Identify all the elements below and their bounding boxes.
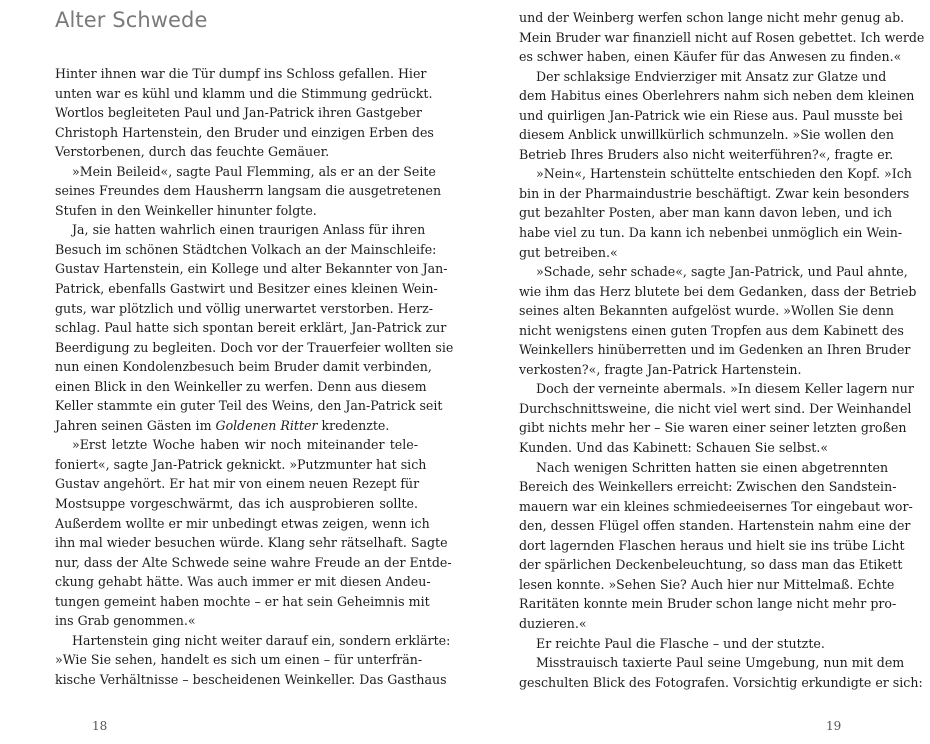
text-line: Gustav angehört. Er hat mir von einem neuen Rezept für (55, 476, 420, 492)
left-page-text (55, 64, 454, 690)
text-line: Mein Bruder war finanziell nicht auf Rosen gebettet. Ich werde (519, 29, 925, 45)
text-line: ckung gehabt hätte. Was auch immer er mit diesen Andeu- (55, 574, 431, 590)
text-line: Bereich des Weinkellers erreicht: Zwischen den Sandstein- (519, 479, 897, 495)
text-line: nur, dass der Alte Schwede seine wahre Freude an der Entde- (55, 554, 452, 570)
book-title-emphasis: Goldenen Ritter (215, 417, 318, 433)
text-line: gut bezahlter Posten, aber man kann davon leben, und ich (519, 205, 893, 221)
text-line: seines Freundes dem Hausherrn langsam die ausgetretenen (55, 183, 442, 199)
text-line: foniert«, sagte Jan-Patrick geknickt. »Putzmunter hat sich (55, 456, 427, 472)
text-line: seines alten Bekannten aufgelöst wurde. »Wollen Sie denn (519, 303, 895, 319)
text-line: Kunden. Und das Kabinett: Schauen Sie selbst.« (519, 440, 829, 456)
text-line: Christoph Hartenstein, den Bruder und einzigen Erben des (55, 124, 434, 140)
text-line: geschulten Blick des Fotografen. Vorsichtig erkundigte er sich: (519, 674, 923, 690)
text-line: dem Habitus eines Oberlehrers nahm sich neben dem kleinen (519, 88, 915, 104)
text-line: gut betreiben.« (519, 244, 618, 260)
text-line: »Nein«, Hartenstein schüttelte entschieden den Kopf. »Ich (536, 166, 912, 182)
text-line: Raritäten konnte mein Bruder schon lange nicht mehr pro- (519, 596, 897, 612)
text-line: Doch der verneinte abermals. »In diesem Keller lagern nur (536, 381, 914, 397)
text-line: Gustav Hartenstein, ein Kollege und alter Bekannter von Jan- (55, 261, 448, 277)
text-line: »Wie Sie sehen, handelt es sich um einen – für unterfrän- (55, 652, 423, 668)
text-line: habe viel zu tun. Da kann ich nebenbei unmöglich ein Wein- (519, 225, 903, 241)
text-line: Mostsuppe vorgeschwärmt, das ich ausprobieren sollte. (55, 496, 418, 512)
text-line: wie ihm das Herz blutete bei dem Gedanken, dass der Betrieb (519, 283, 917, 299)
text-line: Besuch im schönen Städtchen Volkach an der Mainschleife: (55, 241, 437, 257)
text-line: Hartenstein ging nicht weiter darauf ein, sondern erklärte: (72, 632, 451, 648)
text-line: gibt nichts mehr her – Sie waren einer seiner letzten großen (519, 420, 907, 436)
text-line: diesem Anblick unwillkürlich schmunzeln. »Sie wollen den (519, 127, 894, 143)
text-line: Betrieb Ihres Bruders also nicht weiterführen?«, fragte er. (519, 146, 894, 162)
text-line: dort lagernden Flaschen heraus und hielt sie ins trübe Licht (519, 537, 905, 553)
text-line: einen Blick in den Weinkeller zu werfen. Denn aus diesem (55, 378, 427, 394)
text-line: den, dessen Flügel offen standen. Hartenstein nahm eine der (519, 518, 911, 534)
text-line: unten war es kühl und klamm und die Stimmung gedrückt. (55, 85, 433, 101)
text-line: nicht wenigstens einen guten Tropfen aus dem Kabinett des (519, 322, 904, 338)
text-line: lesen konnte. »Sehen Sie? Auch hier nur Mittelmaß. Echte (519, 576, 895, 592)
text-line: Ja, sie hatten wahrlich einen traurigen Anlass für ihren (72, 222, 426, 238)
text-line: Stufen in den Weinkeller hinunter folgte. (55, 202, 317, 218)
text-line: bin in der Pharmaindustrie beschäftigt. Zwar kein besonders (519, 185, 910, 201)
text-line: duzieren.« (519, 615, 587, 631)
text-line: kische Verhältnisse – bescheidenen Weinkeller. Das Gasthaus (55, 671, 447, 687)
text-line: Durchschnittsweine, die nicht viel wert sind. Der Weinhandel (519, 400, 912, 416)
text-line: Nach wenigen Schritten hatten sie einen abgetrennten (536, 459, 889, 475)
text-line: Misstrauisch taxierte Paul seine Umgebung, nun mit dem (536, 655, 905, 671)
text-line: es schwer haben, einen Käufer für das Anwesen zu finden.« (519, 49, 902, 65)
chapter-title: Alter Schwede (55, 8, 208, 32)
text-line: Er reichte Paul die Flasche – und der stutzte. (536, 635, 825, 651)
right-page-text (519, 8, 925, 692)
text-line: nun einen Kondolenzbesuch beim Bruder damit verbinden, (55, 359, 432, 375)
text-line: »Schade, sehr schade«, sagte Jan-Patrick, und Paul ahnte, (536, 264, 908, 280)
text-line: Außerdem wollte er mir unbedingt etwas zeigen, wenn ich (55, 515, 430, 531)
text-line: Der schlaksige Endvierziger mit Ansatz zur Glatze und (536, 68, 887, 84)
text-line: Patrick, ebenfalls Gastwirt und Besitzer eines kleinen Wein- (55, 281, 438, 297)
text-line: »Erst letzte Woche haben wir noch miteinander tele- (72, 437, 418, 453)
text-line: Verstorbenen, durch das feuchte Gemäuer. (55, 144, 330, 160)
text-line: der spärlichen Deckenbeleuchtung, so dass man das Etikett (519, 557, 903, 573)
text-line: »Mein Beileid«, sagte Paul Flemming, als er an der Seite (72, 163, 436, 179)
text-line: schlag. Paul hatte sich spontan bereit erklärt, Jan-Patrick zur (55, 320, 447, 336)
text-line: ins Grab genommen.« (55, 613, 196, 629)
text-line: Weinkellers hinüberretten und im Gedenken an Ihren Bruder (519, 342, 911, 358)
text-line: mauern war ein kleines schmiedeeisernes Tor eingebaut wor- (519, 498, 913, 514)
text-line: und quirligen Jan-Patrick wie ein Riese aus. Paul musste bei (519, 107, 903, 123)
page-number-right: 19 (826, 719, 842, 733)
text-line: ihn mal wieder besuchen würde. Klang sehr rätselhaft. Sagte (55, 535, 448, 551)
text-line: Hinter ihnen war die Tür dumpf ins Schloss gefallen. Hier (55, 66, 427, 81)
text-line: Jahren seinen Gästen im Goldenen Ritter kredenzte. (55, 417, 390, 433)
text-line: und der Weinberg werfen schon lange nicht mehr genug ab. (519, 10, 905, 25)
page-number-left: 18 (92, 719, 108, 733)
text-line: Wortlos begleiteten Paul und Jan-Patrick ihren Gastgeber (55, 105, 422, 121)
text-line: verkosten?«, fragte Jan-Patrick Hartenstein. (519, 361, 802, 377)
text-line: guts, war plötzlich und völlig unerwartet verstorben. Herz- (55, 300, 434, 316)
text-line: tungen gemeint haben mochte – er hat sein Geheimnis mit (55, 593, 430, 609)
text-line: Keller stammte ein guter Teil des Weins, den Jan-Patrick seit (55, 398, 443, 414)
text-line: Beerdigung zu begleiten. Doch vor der Trauerfeier wollten sie (55, 339, 454, 355)
